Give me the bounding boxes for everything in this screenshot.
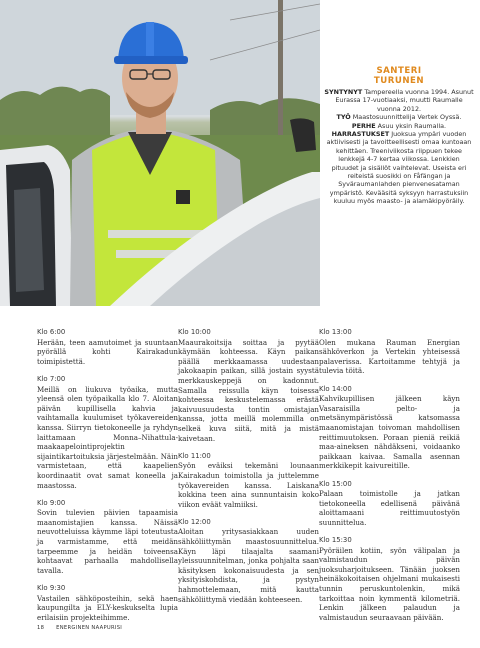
profile-hobbies-text: Juoksua ympäri vuoden aktiivisesti ja tavoitteellisesti omaa kuntoaan kehittäen. Treeniviikosta riippuen tekee lenkkejä 4-7 kertaa viikossa. Lenkkien pituudet ja sisällöt vaihtelevat. Useista eri reiteistä suosikki on Fåfängan ja Syväraumanlahden pienvenesataman ympäristö. Kevääsitä syksyyn harrastuksiin kuuluu myös maasto- ja alamäkipyöräily. <box>326 130 472 206</box>
timeline-entry <box>178 328 319 443</box>
text-column-3 <box>319 328 460 631</box>
profile-work-label: TYÖ <box>336 113 351 122</box>
entry-time: Klo 11:00 <box>178 451 211 460</box>
timeline-entry <box>178 518 319 604</box>
profile-born-label: SYNTYNYT <box>324 88 363 96</box>
entry-time: Klo 15:00 <box>319 479 352 488</box>
profile-hobbies-label: HARRASTUKSET <box>331 130 390 139</box>
entry-time: Klo 6:00 <box>37 328 66 336</box>
entry-text: Sovin tulevien päivien tapaamisia maanomistajien kanssa. Näissä neuvotteluissa käymme läpi toteutusta ja varmistamme, että meidän tarpeemme ja heidän toiveensa kohtaavat parhaalla mahdollisella tavalla. <box>37 508 178 575</box>
profile-box <box>324 66 474 206</box>
timeline-entry <box>37 584 178 622</box>
profile-born-text: Tampereella vuonna 1994. Asunut Eurassa 17-vuotiaaksi, muutti Raumalle vuonna 2012. <box>335 88 474 113</box>
entry-text: Herään, teen aamutoimet ja suuntaan pyörällä kohti Kairakadun toimipistettä. <box>37 337 178 366</box>
entry-text: Kahvikupillisen jälkeen käyn Vasaraisilla pelto- ja metsänympäristössä katsomassa maanomistajan toivoman mahdollisen reittimuutoksen. Poraan pieniä reikiä maa-aineksen nähdäkseni, voidaanko paikkaan kaivaa. Samalla asennan merkkikepit kaivureitille. <box>319 394 460 471</box>
profile-work-text: Maastosuunnittelija Vertek Oyssä. <box>352 113 462 122</box>
entry-text: Vastailen sähköposteihin, sekä haen kaupungilta ja ELY-keskukselta lupia erilaisiin projekteihimme. <box>37 593 178 622</box>
entry-time: Klo 13:00 <box>319 328 352 336</box>
photo-illustration <box>0 0 320 306</box>
entry-text: Pyöräilen kotiin, syön välipalan ja valmistaudun päivän juoksuharjoitukseen. Tänään juoksen heinäkokoitaisen ohjelmani mukaisesti tunnin peruskuntolenkin, mikä tarkoittaa noin kymmentä kilometriä. Lenkin jälkeen palaudun ja valmistaudun seuraavaan päivään. <box>319 545 460 622</box>
entry-time: Klo 9:30 <box>37 584 66 593</box>
entry-time: Klo 14:00 <box>319 384 352 393</box>
text-column-1 <box>37 328 178 631</box>
timeline-entry <box>319 385 460 471</box>
profile-family-text: Asuu yksin Raumalla. <box>377 121 447 130</box>
timeline-entry <box>319 328 460 376</box>
profile-name-last: TURUNEN <box>373 76 425 86</box>
entry-time: Klo 15:30 <box>319 536 352 545</box>
publication-name: ENERGINEN NAAPURISI <box>56 625 123 631</box>
entry-text: Palaan toimistolle ja jatkan tietokoneella edellisenä päivänä aloittamaani reittimuutostyön suunnittelua. <box>319 489 460 527</box>
entry-text: Olen mukana Rauman Energian sähköverkon ja Vertekin yhteisessä palaverissa. Kartoitamme tehtyjä ja tulevia töitä. <box>319 337 460 376</box>
portrait-photo <box>0 0 320 306</box>
entry-time: Klo 7:00 <box>37 374 66 383</box>
entry-text: Syön eväiksi tekemäni lounaan Kairakadun toimistolla ja juttelemme työkavereiden kanssa. Laiskana kokkina teen aina sunnuntaisin koko viikon eväät valmiiksi. <box>178 461 319 509</box>
entry-time: Klo 12:00 <box>178 517 211 526</box>
timeline-entry <box>37 375 178 490</box>
profile-hobbies <box>324 130 474 206</box>
entry-text: Maaurakoitsija soittaa ja pyytää käymään kohteessa. Käyn paikan päällä merkkaamassa uudestaan jakokaapin paikan, sillä jostain syystä merkkauskeppejä on kadonnut. Samalla reissulla käyn toisessa kohteessa keskustelemassa erästä kaivuusuudesta tontin omistajan kanssa, jotta meillä molemmilla on selkeä kuva siitä, mitä ja mistä kaivetaan. <box>178 337 319 443</box>
text-column-2 <box>178 328 319 613</box>
timeline-entry <box>178 452 319 510</box>
page-number: 18 <box>37 625 45 631</box>
profile-born <box>324 88 474 113</box>
profile-name-first: SANTERI <box>376 66 422 76</box>
timeline-entry <box>37 328 178 366</box>
profile-family <box>324 122 474 130</box>
entry-text: Aloitan yritysasiakkaan uuden sähköliittymän maastosuunnittelua. Käyn läpi tilaajalta saamani yleissuunnitelman, jonka pohjalta saan käsityksen kokonaisuudesta ja sen yksityiskohdista, ja pystyn hahmottelemaan, mitä kautta sähköliittymä viedään kohteeseen. <box>178 527 319 604</box>
timeline-entry <box>319 536 460 622</box>
timeline-entry <box>319 480 460 528</box>
profile-work <box>324 113 474 121</box>
timeline-entry <box>37 499 178 576</box>
profile-family-label: PERHE <box>351 121 376 130</box>
page-footer <box>37 625 122 631</box>
entry-time: Klo 10:00 <box>178 328 211 336</box>
entry-time: Klo 9:00 <box>37 498 66 507</box>
entry-text: Meillä on liukuva työaika, mutta yleensä olen työpaikalla klo 7. Aloitan päivän kupillisella kahvia ja vaihtamalla kuulumiset työkavereiden kanssa. Siirryn tietokoneelle ja ryhdyn laittamaan Monnа–Nihattula-maakaapelointiprojektin sijaintikartoituksia järjestelmään. Näin varmistetaan, että kaapelien koordinaatit ovat samat koneella ja maastossa. <box>37 384 178 490</box>
